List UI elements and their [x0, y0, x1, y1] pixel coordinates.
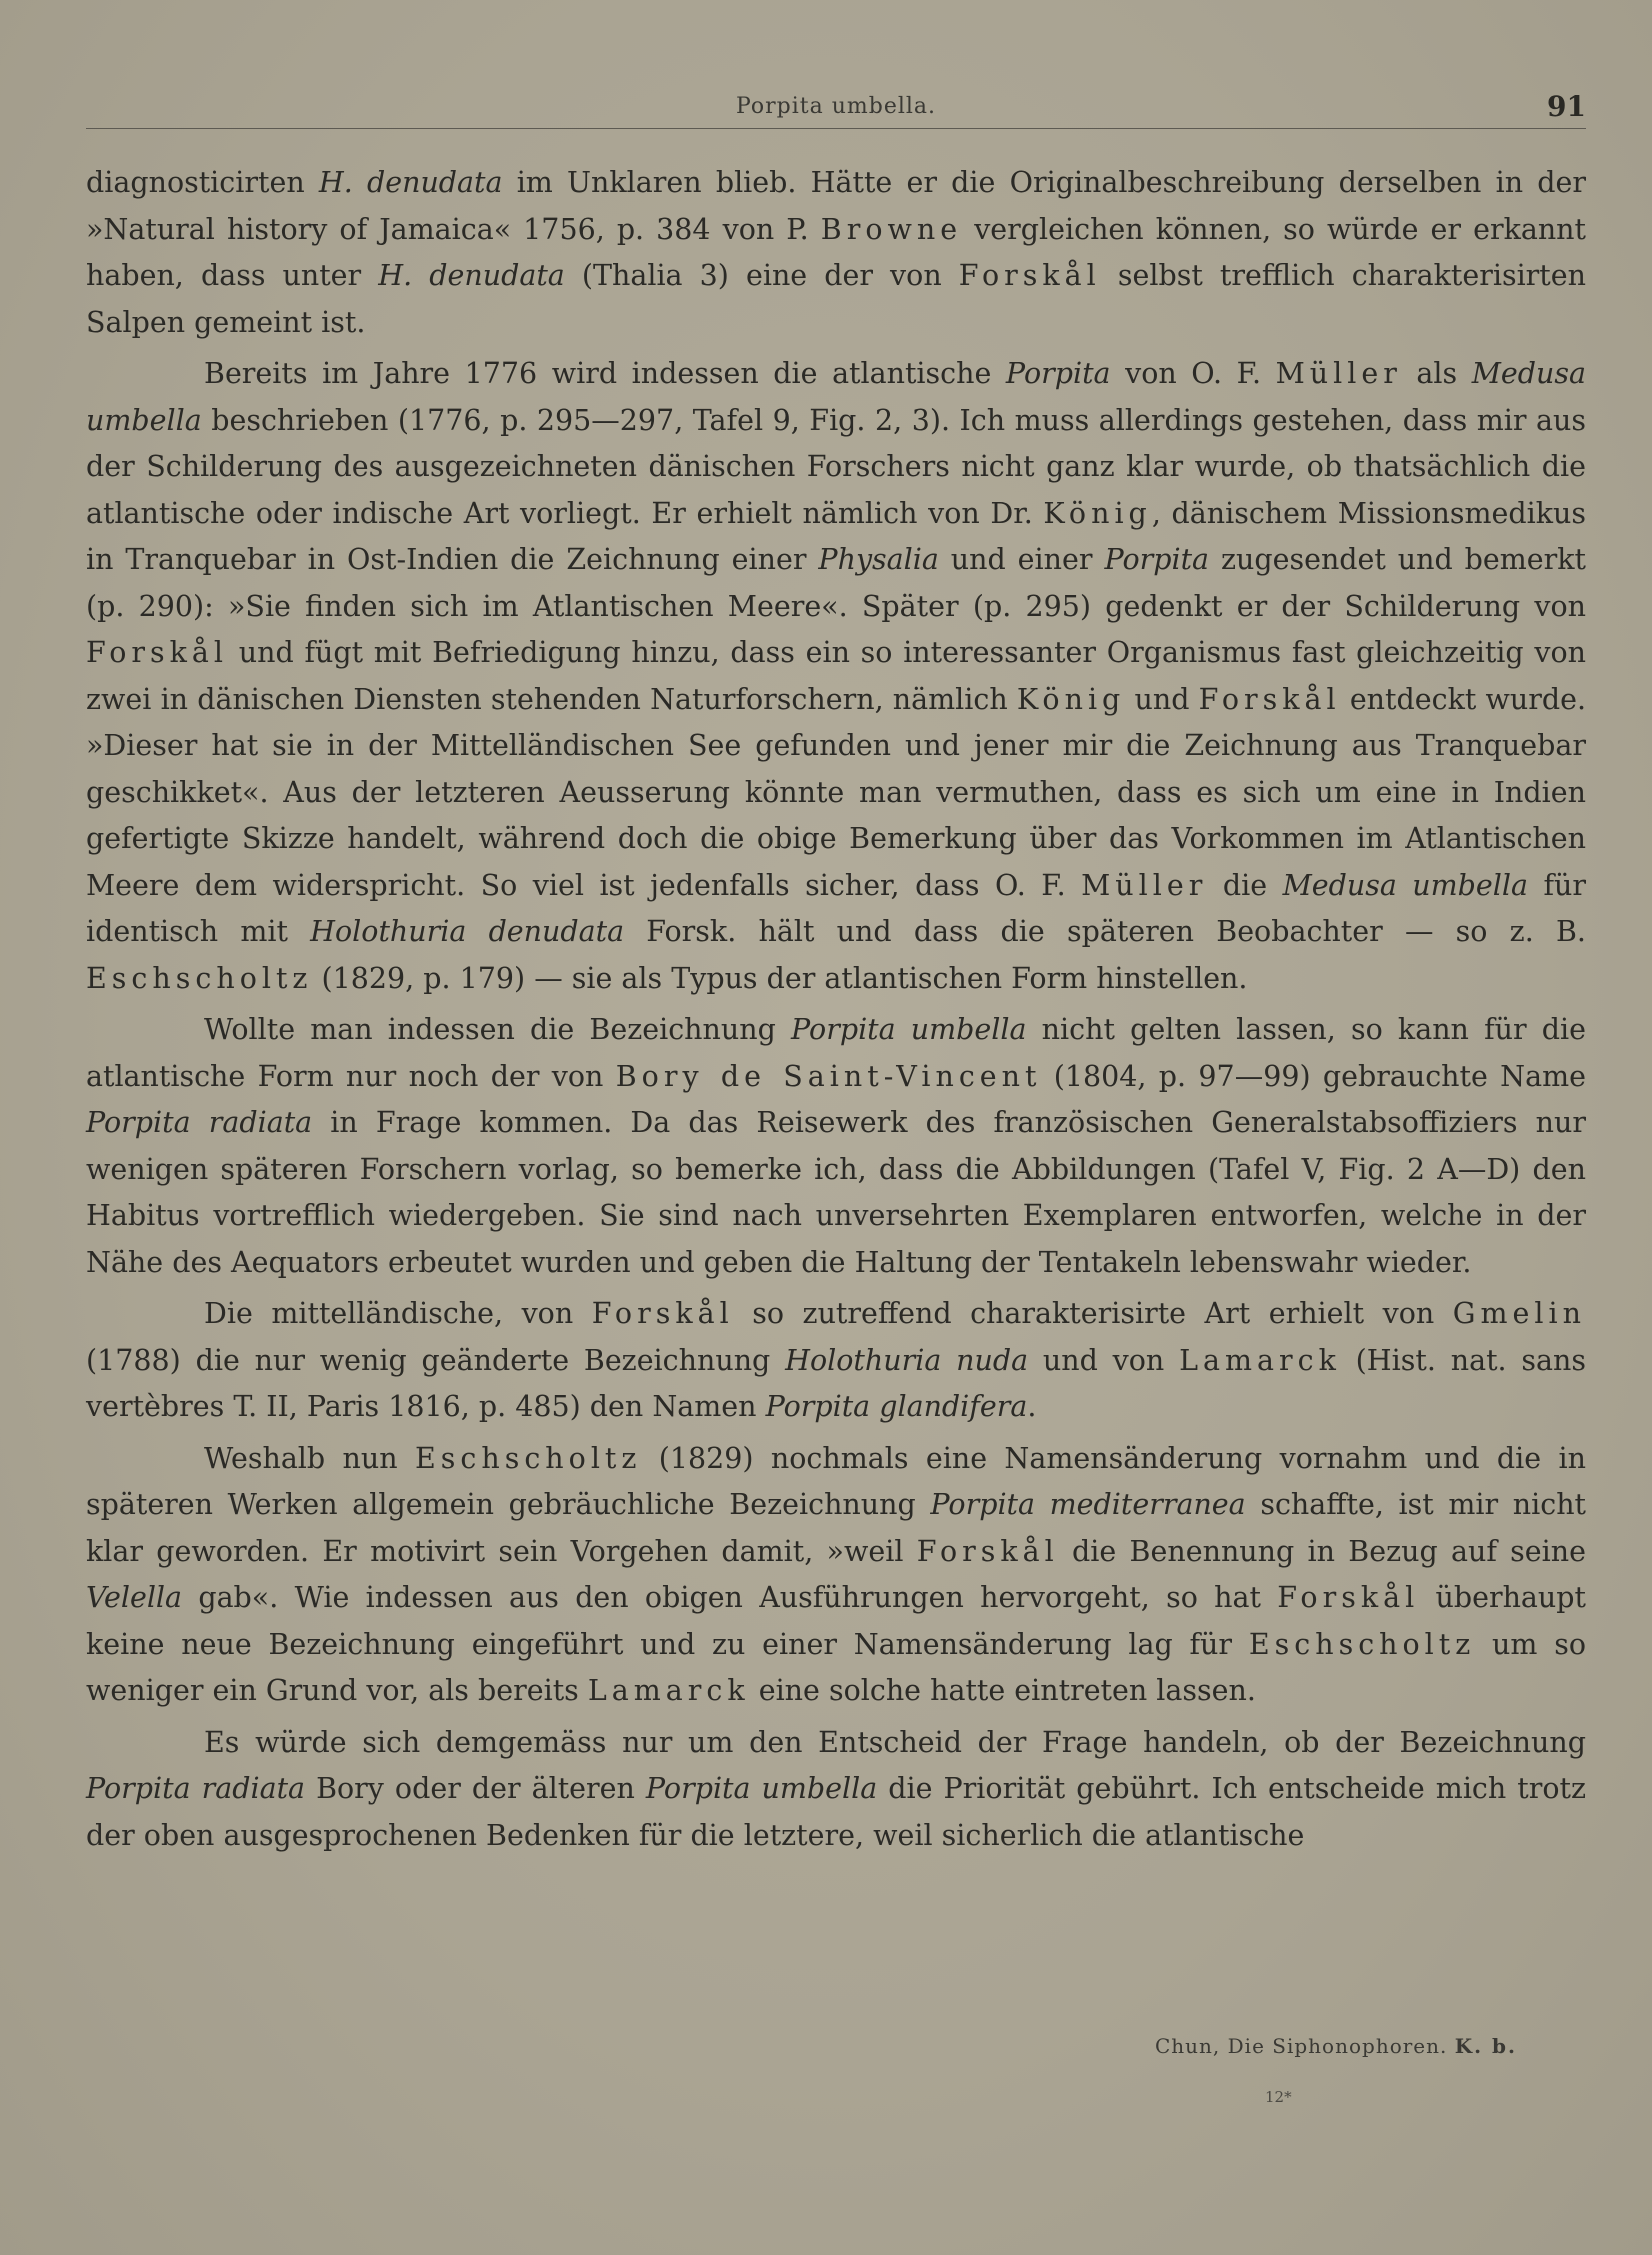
author-name: Eschscholtz — [414, 1441, 642, 1475]
text-run: beschrieben (1776, p. 295—297, Tafel 9, Fig. 2, 3). Ich muss allerdings gestehen, dass mir aus der Schilderung des ausgezeichneten dänischen Forschers nicht ganz klar wurde, ob thatsächlich die atlantische oder indische Art vorliegt. Er erhielt nämlich von Dr. — [86, 403, 1586, 530]
text-run: um so weniger ein Grund vor, als bereits — [86, 1627, 1586, 1707]
paragraph-3 — [86, 1007, 1586, 1286]
taxon-name: Holothuria denudata — [310, 915, 625, 948]
author-name: Forskål — [1198, 682, 1341, 716]
taxon-name: Physalia — [818, 543, 939, 576]
text-run: nicht gelten lassen, so kann für die atlantische Form nur noch der von — [86, 1013, 1586, 1093]
text-run: eine solche hatte eintreten lassen. — [749, 1674, 1256, 1707]
author-name: Eschscholtz — [1248, 1627, 1476, 1661]
text-run: Bory oder der älteren — [305, 1772, 646, 1805]
page-header — [86, 88, 1586, 134]
author-name: Forskål — [1277, 1581, 1420, 1614]
text-run: zugesendet und bemerkt (p. 290): »Sie finden sich im Atlantischen Meere«. Später (p. 295) gedenkt er der Schilderung von — [86, 543, 1586, 623]
taxon-name: Holothuria nuda — [785, 1343, 1029, 1377]
text-run: (1829) nochmals eine Namensänderung vornahm und die in späteren Werken allgemein gebräuchliche Bezeichnung — [86, 1441, 1586, 1521]
text-run: diagnosticirten — [86, 166, 319, 199]
author-name: Gmelin — [1452, 1297, 1587, 1330]
author-name: Lamarck — [587, 1674, 750, 1707]
paragraph-6 — [86, 1720, 1586, 1860]
text-run: die — [1207, 868, 1283, 902]
text-run: , dänischem Missionsmedikus in Tranquebar in Ost-Indien die Zeichnung einer — [86, 496, 1586, 576]
author-name: Müller — [1081, 868, 1208, 902]
text-run: Es würde sich demgemäss nur um den Entscheid der Frage handeln, ob der Bezeichnung — [204, 1725, 1586, 1759]
running-title: Porpita umbella. — [735, 94, 937, 119]
text-run: (1788) die nur wenig geänderte Bezeichnung — [86, 1343, 786, 1377]
text-run: überhaupt keine neue Bezeichnung eingeführt und zu einer Namensänderung lag für — [86, 1581, 1586, 1661]
taxon-name: Porpita radiata — [86, 1106, 313, 1139]
text-run: (1829, p. 179) — sie als Typus der atlantischen Form hinstellen. — [312, 961, 1248, 995]
author-name: Lamarck — [1179, 1343, 1341, 1377]
taxon-name: H. denudata — [378, 259, 565, 292]
text-run: und von — [1028, 1343, 1180, 1377]
text-run: . — [1027, 1390, 1037, 1423]
text-run: Bereits im Jahre 1776 wird indessen die atlantische — [204, 357, 1006, 390]
text-run: gab«. Wie indessen aus den obigen Ausführungen hervorgeht, so hat — [182, 1581, 1278, 1614]
text-run: selbst trefflich charakterisirten Salpen gemeint ist. — [86, 259, 1586, 339]
text-run: schaffte, ist mir nicht klar geworden. Er motivirt sein Vorgehen damit, »weil — [86, 1488, 1587, 1568]
signature-line — [1155, 2034, 1517, 2058]
author-name: Forskål — [958, 259, 1101, 292]
author-name: Browne — [820, 212, 963, 246]
taxon-name: Porpita umbella — [645, 1772, 878, 1805]
text-run: vergleichen können, so würde er erkannt haben, dass unter — [86, 212, 1586, 292]
text-run: Die mittelländische, von — [204, 1297, 592, 1330]
taxon-name: Medusa umbella — [1282, 868, 1529, 902]
text-run: und — [1125, 682, 1199, 716]
author-name: Eschscholtz — [86, 961, 313, 995]
text-run: (Hist. nat. sans vertèbres T. II, Paris 1816, p. 485) den Namen — [86, 1343, 1586, 1423]
taxon-name: Porpita — [1104, 543, 1210, 576]
taxon-name: Velella — [86, 1581, 183, 1614]
header-rule — [86, 128, 1586, 129]
body-text — [86, 160, 1586, 1859]
text-run: Wollte man indessen die Bezeichnung — [204, 1013, 792, 1046]
paragraph-5 — [86, 1436, 1586, 1715]
taxon-name: Porpita — [1005, 357, 1111, 390]
author-name: Forskål — [591, 1297, 734, 1330]
text-run: so zutreffend charakterisirte Art erhielt von — [733, 1297, 1453, 1330]
text-run: die Priorität gebührt. Ich entscheide mich trotz der oben ausgesprochenen Bedenken für die letztere, weil sicherlich die atlantische — [86, 1772, 1586, 1852]
author-name: Forskål — [86, 636, 229, 669]
text-run: (1804, p. 97—99) gebrauchte Name — [1041, 1059, 1586, 1093]
text-run: von O. F. — [1110, 357, 1276, 390]
author-name: Forskål — [916, 1534, 1059, 1568]
author-name: Müller — [1275, 357, 1402, 390]
text-run: im Unklaren blieb. Hätte er die Originalbeschreibung derselben in der »Natural history of Jamaica« 1756, p. 384 von P. — [86, 166, 1586, 246]
text-run: die Benennung in Bezug auf seine — [1058, 1534, 1586, 1568]
text-run: in Frage kommen. Da das Reisewerk des französischen Generalstabsoffiziers nur wenigen späteren Forschern vorlag, so bemerke ich, dass die Abbildungen (Tafel V, Fig. 2 A—D) den Habitus vortrefflich wiedergeben. Sie sind nach unversehrten Exemplaren entworfen, welche in der Nähe des Aequators erbeutet wurden und geben die Haltung der Tentakeln lebenswahr wieder. — [86, 1106, 1586, 1279]
paragraph-2 — [86, 351, 1586, 1002]
taxon-name: Porpita radiata — [86, 1772, 306, 1805]
page-number: 91 — [1547, 90, 1586, 123]
taxon-name: Medusa umbella — [86, 357, 1586, 437]
text-run: und fügt mit Befriedigung hinzu, dass ein so interessanter Organismus fast gleichzeitig von zwei in dänischen Diensten stehenden Naturforschern, nämlich — [86, 636, 1586, 716]
taxon-name: Porpita glandifera — [765, 1390, 1028, 1423]
text-run: für identisch mit — [86, 868, 1587, 948]
paragraph-1 — [86, 160, 1586, 346]
signature-mark: K. b. — [1454, 2034, 1517, 2058]
text-run: Forsk. hält und dass die späteren Beobachter — so z. B. — [624, 915, 1586, 948]
sheet-number: 12* — [1265, 2088, 1292, 2106]
author-name: König — [1016, 682, 1126, 716]
text-run: als — [1401, 357, 1472, 390]
signature-text: Chun, Die Siphonophoren. — [1154, 2034, 1448, 2058]
author-name: Bory de Saint-Vincent — [615, 1059, 1042, 1093]
paragraph-4 — [86, 1291, 1586, 1431]
taxon-name: Porpita umbella — [791, 1013, 1027, 1046]
author-name: König — [1043, 496, 1152, 530]
taxon-name: H. denudata — [318, 166, 503, 199]
text-run: und einer — [938, 543, 1105, 576]
taxon-name: Porpita mediterranea — [930, 1488, 1246, 1521]
text-run: entdeckt wurde. »Dieser hat sie in der Mittelländischen See gefunden und jener mir die Zeichnung aus Tranquebar geschikket«. Aus der letzteren Aeusserung könnte man vermuthen, dass es sich um eine in Indien gefertigte Skizze handelt, während doch die obige Bemerkung über das Vorkommen im Atlantischen Meere dem widerspricht. So viel ist jedenfalls sicher, dass O. F. — [86, 682, 1587, 902]
text-run: (Thalia 3) eine der von — [564, 259, 959, 292]
text-run: Weshalb nun — [204, 1441, 415, 1475]
